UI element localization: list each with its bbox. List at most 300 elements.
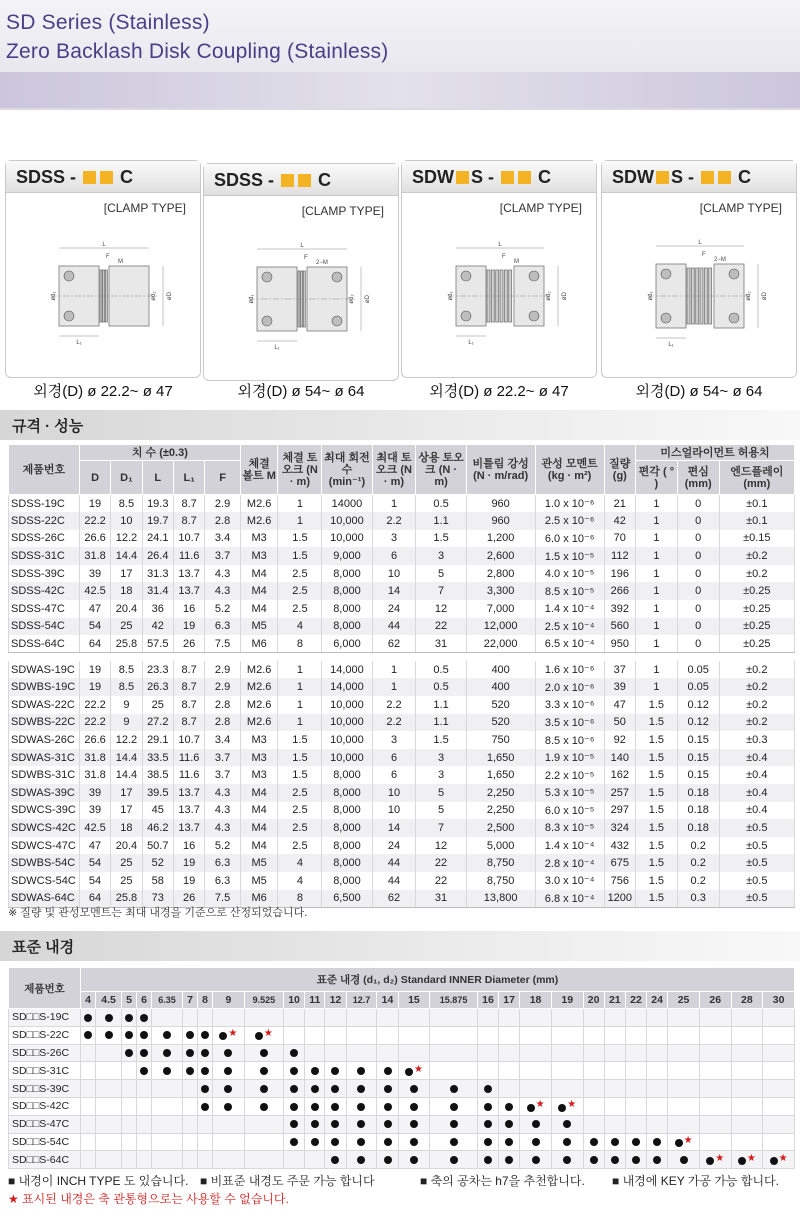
- available-dot-icon: [331, 1103, 339, 1111]
- spec-cell: 2.5 x 10⁻⁶: [535, 512, 604, 530]
- star-icon: ★: [567, 1099, 577, 1111]
- spec-cell: 8,000: [322, 802, 372, 820]
- bore-mark-cell: [137, 1044, 152, 1062]
- spec-cell: 1: [278, 696, 322, 714]
- spec-cell: 2.8: [205, 696, 241, 714]
- bore-mark-cell: [325, 1009, 346, 1027]
- bore-mark-cell: [647, 1115, 668, 1133]
- available-dot-icon: [611, 1138, 619, 1146]
- spec-cell: 37: [604, 661, 635, 679]
- spec-cell: 31.3: [142, 565, 173, 583]
- bore-mark-cell: [625, 1097, 646, 1115]
- spec-cell: 54: [79, 618, 110, 636]
- spec-cell: 73: [142, 890, 173, 908]
- bore-mark-cell: [213, 1062, 245, 1080]
- spec-cell: 36: [142, 600, 173, 618]
- card-tab: [402, 161, 596, 193]
- available-dot-icon: [163, 1031, 171, 1039]
- spec-model-cell: SDSS-47C: [9, 600, 80, 618]
- spec-cell: 3: [416, 547, 466, 565]
- available-dot-icon: [384, 1085, 392, 1093]
- coupling-drawing-icon: [602, 221, 798, 348]
- spec-cell: 2.8: [205, 512, 241, 530]
- spec-model-cell: SDWCS-39C: [9, 802, 80, 820]
- spec-cell: 0.05: [677, 661, 719, 679]
- spec-cell: 12: [416, 837, 466, 855]
- spec-cell: 1: [635, 495, 677, 513]
- available-dot-icon: [706, 1157, 714, 1165]
- col-torque: 체결 토오크 (N · m): [278, 445, 322, 495]
- bore-size-header: 28: [731, 992, 763, 1009]
- available-dot-icon: [290, 1103, 298, 1111]
- bore-mark-cell: [325, 1044, 346, 1062]
- spec-cell: 25: [111, 618, 142, 636]
- spec-section-title: 규격 · 성능: [12, 418, 84, 435]
- bore-mark-cell: [699, 1062, 731, 1080]
- model-code: [16, 167, 133, 188]
- spec-cell: 19.3: [142, 495, 173, 513]
- bore-mark-cell: [325, 1080, 346, 1098]
- bore-mark-cell: [346, 1097, 377, 1115]
- bore-mark-cell: [152, 1062, 183, 1080]
- bore-mark-cell: [499, 1133, 520, 1151]
- available-dot-icon: [738, 1157, 746, 1165]
- spec-cell: 5: [416, 784, 466, 802]
- spec-cell: 6: [372, 766, 416, 784]
- spec-cell: 20.4: [111, 837, 142, 855]
- spec-cell: M2.6: [240, 696, 278, 714]
- bore-mark-cell: [198, 1044, 213, 1062]
- bore-mark-cell: [198, 1115, 213, 1133]
- available-dot-icon: [405, 1068, 413, 1076]
- available-dot-icon: [311, 1138, 319, 1146]
- bore-size-header: 30: [763, 992, 795, 1009]
- spec-cell: 4.3: [205, 784, 241, 802]
- spec-cell: 7.5: [205, 890, 241, 908]
- spec-cell: 1.5: [635, 696, 677, 714]
- spec-cell: 8,000: [322, 854, 372, 872]
- bore-mark-cell: [283, 1044, 304, 1062]
- dim-d2: ød₂: [151, 291, 157, 301]
- spec-cell: 13.7: [173, 565, 204, 583]
- bore-mark-cell: [668, 1009, 700, 1027]
- spec-cell: 2.5: [278, 784, 322, 802]
- spec-cell: 6: [372, 749, 416, 767]
- spec-cell: M5: [240, 872, 278, 890]
- col-rated-torque: 상용 토오크 (N · m): [416, 445, 466, 495]
- star-note: ★ 표시된 내경은 축 관통형으로는 사용할 수 없습니다.: [8, 1192, 289, 1206]
- col-F: F: [205, 461, 241, 495]
- spec-cell: 44: [372, 854, 416, 872]
- spec-cell: 1.5: [278, 731, 322, 749]
- spec-cell: 19: [79, 495, 110, 513]
- spec-cell: 42: [142, 618, 173, 636]
- bore-mark-cell: [477, 1151, 498, 1169]
- spec-cell: 22: [416, 872, 466, 890]
- bore-size-header: 18: [520, 992, 552, 1009]
- bore-mark-cell: [346, 1026, 377, 1044]
- spec-cell: 45: [142, 802, 173, 820]
- model-code: [612, 167, 751, 188]
- available-dot-icon: [311, 1120, 319, 1128]
- bore-mark-cell: [122, 1097, 137, 1115]
- clamp-type-label: [CLAMP TYPE]: [103, 201, 186, 215]
- spec-cell: 26.3: [142, 678, 173, 696]
- spec-cell: ±0.3: [719, 731, 794, 749]
- bore-model-cell: SD□□S-26C: [9, 1044, 81, 1062]
- spec-cell: 2.9: [205, 495, 241, 513]
- spec-cell: ±0.25: [719, 635, 794, 653]
- dim-d2: ød₂: [746, 291, 752, 301]
- bore-mark-cell: [625, 1026, 646, 1044]
- bore-mark-cell: [699, 1115, 731, 1133]
- spec-cell: 1.5: [635, 837, 677, 855]
- bore-mark-cell: [604, 1097, 625, 1115]
- bore-mark-cell: [668, 1115, 700, 1133]
- spec-cell: 0: [677, 582, 719, 600]
- spec-cell: 2.0 x 10⁻⁶: [535, 678, 604, 696]
- spec-cell: 4.3: [205, 819, 241, 837]
- spec-model-cell: SDSS-42C: [9, 582, 80, 600]
- bore-mark-cell: [152, 1009, 183, 1027]
- spec-cell: 62: [372, 890, 416, 908]
- model-prefix: SDW: [412, 167, 454, 187]
- bore-mark-cell: [377, 1009, 398, 1027]
- model-prefix: SDSS -: [214, 170, 275, 190]
- dim-L1: L₁: [274, 345, 280, 351]
- bore-mark-cell: [604, 1044, 625, 1062]
- bore-mark-cell: [283, 1080, 304, 1098]
- spec-cell: 10,000: [322, 731, 372, 749]
- bore-size-header: 17: [499, 992, 520, 1009]
- spec-cell: 8.5: [111, 495, 142, 513]
- spec-cell: 0.18: [677, 784, 719, 802]
- spec-cell: 5.2: [205, 600, 241, 618]
- spec-cell: 1: [635, 530, 677, 548]
- spec-cell: 8.3 x 10⁻⁵: [535, 819, 604, 837]
- spec-cell: 10.7: [173, 731, 204, 749]
- bore-mark-cell: [325, 1133, 346, 1151]
- spec-cell: 0.2: [677, 854, 719, 872]
- spec-model-cell: SDSS-19C: [9, 495, 80, 513]
- spec-cell: ±0.2: [719, 696, 794, 714]
- spec-cell: 8.5 x 10⁻⁶: [535, 731, 604, 749]
- spec-cell: 1: [635, 547, 677, 565]
- bore-size-header: 12: [325, 992, 346, 1009]
- spec-cell: 14.4: [111, 766, 142, 784]
- star-icon: ★: [263, 1028, 273, 1040]
- bore-model-cell: SD□□S-19C: [9, 1009, 81, 1027]
- bore-mark-cell: [520, 1133, 552, 1151]
- col-max-torque: 최대 토오크 (N · m): [372, 445, 416, 495]
- spec-cell: 33.5: [142, 749, 173, 767]
- spec-cell: 25: [142, 696, 173, 714]
- spec-cell: 11.6: [173, 766, 204, 784]
- spec-cell: 5: [416, 802, 466, 820]
- bore-mark-cell: [499, 1044, 520, 1062]
- bore-mark-cell: [731, 1044, 763, 1062]
- spec-cell: 0.2: [677, 837, 719, 855]
- bore-size-header: 21: [604, 992, 625, 1009]
- spec-cell: 3.3 x 10⁻⁶: [535, 696, 604, 714]
- spec-cell: ±0.4: [719, 784, 794, 802]
- placeholder-square-icon: [298, 174, 311, 187]
- bore-mark-cell: [198, 1062, 213, 1080]
- spec-cell: 1: [635, 678, 677, 696]
- bore-mark-cell: [731, 1080, 763, 1098]
- bore-mark-cell: [346, 1044, 377, 1062]
- spec-cell: 2.8: [205, 714, 241, 732]
- bore-size-header: 22: [625, 992, 646, 1009]
- col-misalign-group: 미스얼라이먼트 허용치: [635, 445, 794, 461]
- spec-cell: 8.7: [173, 661, 204, 679]
- bore-mark-cell: [520, 1115, 552, 1133]
- bore-mark-cell: [96, 1080, 122, 1098]
- spec-cell: 92: [604, 731, 635, 749]
- spec-cell: 1.1: [416, 696, 466, 714]
- spec-cell: 0.5: [416, 678, 466, 696]
- bore-mark-cell: [499, 1080, 520, 1098]
- bore-mark-cell: [430, 1044, 478, 1062]
- spec-model-cell: SDWBS-19C: [9, 678, 80, 696]
- bore-size-header: 20: [583, 992, 604, 1009]
- bore-size-header: 15: [398, 992, 430, 1009]
- spec-cell: 26: [173, 890, 204, 908]
- bore-mark-cell: [604, 1133, 625, 1151]
- spec-cell: ±0.1: [719, 512, 794, 530]
- bore-mark-cell: [96, 1044, 122, 1062]
- bore-mark-cell: [551, 1062, 583, 1080]
- bore-mark-cell: [668, 1062, 700, 1080]
- spec-cell: 7: [416, 819, 466, 837]
- dim-F: F: [304, 255, 308, 261]
- spec-cell: 4.3: [205, 802, 241, 820]
- bore-size-header: 7: [183, 992, 198, 1009]
- bore-mark-cell: [647, 1009, 668, 1027]
- spec-cell: 0.15: [677, 749, 719, 767]
- spec-cell: 4.0 x 10⁻⁵: [535, 565, 604, 583]
- spec-cell: 3.7: [205, 766, 241, 784]
- bore-mark-cell: [398, 1080, 430, 1098]
- available-dot-icon: [484, 1120, 492, 1128]
- bore-mark-cell: [583, 1026, 604, 1044]
- spec-cell: 3: [416, 749, 466, 767]
- clamp-type-label: [CLAMP TYPE]: [499, 201, 582, 215]
- bore-mark-cell: [305, 1133, 325, 1151]
- bore-mark-cell: [477, 1080, 498, 1098]
- available-dot-icon: [290, 1049, 298, 1057]
- available-dot-icon: [331, 1156, 339, 1164]
- spec-cell: ±0.5: [719, 854, 794, 872]
- bore-size-header: 26: [699, 992, 731, 1009]
- bore-mark-cell: [152, 1151, 183, 1169]
- spec-cell: 6.5 x 10⁻⁴: [535, 635, 604, 653]
- spec-cell: 8: [278, 890, 322, 908]
- spec-cell: 2.5: [278, 819, 322, 837]
- star-icon: ★: [746, 1152, 756, 1164]
- spec-cell: 0: [677, 530, 719, 548]
- bore-mark-cell: [96, 1009, 122, 1027]
- bore-mark-cell: [731, 1026, 763, 1044]
- spec-cell: 9: [111, 714, 142, 732]
- available-dot-icon: [290, 1120, 298, 1128]
- spec-cell: 9,000: [322, 547, 372, 565]
- spec-cell: 2.5: [278, 837, 322, 855]
- bore-mark-cell: [81, 1133, 96, 1151]
- spec-cell: 14.4: [111, 749, 142, 767]
- spec-cell: 1.5: [635, 731, 677, 749]
- spec-cell: 50.7: [142, 837, 173, 855]
- spec-cell: 6.3: [205, 618, 241, 636]
- spec-cell: 18: [111, 582, 142, 600]
- bore-mark-cell: [647, 1133, 668, 1151]
- spec-cell: 756: [604, 872, 635, 890]
- spec-cell: 560: [604, 618, 635, 636]
- bore-mark-cell: [122, 1026, 137, 1044]
- bore-mark-cell: [244, 1080, 283, 1098]
- spec-model-cell: SDWBS-22C: [9, 714, 80, 732]
- bore-mark-cell: [551, 1115, 583, 1133]
- bore-mark-cell: [283, 1151, 304, 1169]
- spec-cell: ±0.5: [719, 837, 794, 855]
- spec-cell: 14: [372, 819, 416, 837]
- available-dot-icon: [357, 1067, 365, 1075]
- bore-mark-cell: [137, 1080, 152, 1098]
- spec-cell: 11.6: [173, 547, 204, 565]
- page-header: [0, 0, 800, 110]
- bore-mark-cell: [305, 1115, 325, 1133]
- available-dot-icon: [563, 1138, 571, 1146]
- spec-cell: 25.8: [111, 635, 142, 653]
- spec-cell: 19: [79, 678, 110, 696]
- bore-mark-cell: [213, 1009, 245, 1027]
- available-dot-icon: [331, 1138, 339, 1146]
- spec-row: [9, 565, 795, 583]
- spec-model-cell: SDSS-64C: [9, 635, 80, 653]
- bore-mark-cell: [96, 1026, 122, 1044]
- dim-M: 2−M: [714, 257, 726, 263]
- bore-mark-cell: [551, 1044, 583, 1062]
- spec-cell: 1.5: [635, 749, 677, 767]
- product-card: [5, 160, 201, 378]
- spec-cell: 5: [416, 565, 466, 583]
- spec-cell: 3.4: [205, 731, 241, 749]
- spec-cell: 25.8: [111, 890, 142, 908]
- spec-row: [9, 678, 795, 696]
- spec-cell: M3: [240, 749, 278, 767]
- bore-mark-cell: [213, 1044, 245, 1062]
- bore-mark-cell: [183, 1151, 198, 1169]
- available-dot-icon: [224, 1103, 232, 1111]
- available-dot-icon: [484, 1103, 492, 1111]
- spec-cell: 8,750: [466, 854, 535, 872]
- spec-cell: M2.6: [240, 495, 278, 513]
- available-dot-icon: [140, 1049, 148, 1057]
- bore-mark-cell: [499, 1026, 520, 1044]
- placeholder-square-icon: [281, 174, 294, 187]
- col-dims-group: 치 수 (±0.3): [79, 445, 240, 461]
- bore-mark-cell: [647, 1044, 668, 1062]
- spec-cell: ±0.15: [719, 530, 794, 548]
- spec-cell: M3: [240, 530, 278, 548]
- spec-cell: 42.5: [79, 582, 110, 600]
- available-dot-icon: [186, 1031, 194, 1039]
- spec-cell: 10,000: [322, 749, 372, 767]
- bore-mark-cell: [551, 1026, 583, 1044]
- bore-mark-cell: [198, 1151, 213, 1169]
- bore-mark-cell: [731, 1097, 763, 1115]
- spec-cell: 25: [111, 872, 142, 890]
- col-inertia: 관성 모멘트 (kg · m²): [535, 445, 604, 495]
- spec-cell: 2.8 x 10⁻⁴: [535, 854, 604, 872]
- bore-mark-cell: [398, 1044, 430, 1062]
- spec-table: [8, 444, 795, 908]
- bore-mark-cell: [346, 1009, 377, 1027]
- available-dot-icon: [484, 1138, 492, 1146]
- available-dot-icon: [201, 1049, 209, 1057]
- star-icon: ★: [535, 1099, 545, 1111]
- bore-mark-cell: [122, 1080, 137, 1098]
- available-dot-icon: [331, 1067, 339, 1075]
- available-dot-icon: [105, 1014, 113, 1022]
- model-suffix: C: [120, 167, 134, 187]
- spec-cell: 3.7: [205, 749, 241, 767]
- spec-cell: 10: [111, 512, 142, 530]
- spec-cell: 0: [677, 495, 719, 513]
- bore-mark-cell: [647, 1097, 668, 1115]
- spec-cell: 4.3: [205, 582, 241, 600]
- spec-row: [9, 530, 795, 548]
- spec-cell: 162: [604, 766, 635, 784]
- spec-cell: 13.7: [173, 819, 204, 837]
- spec-cell: 38.5: [142, 766, 173, 784]
- spec-cell: 1,200: [466, 530, 535, 548]
- spec-cell: 16: [173, 837, 204, 855]
- bore-size-header: 14: [377, 992, 398, 1009]
- bore-mark-cell: [699, 1151, 731, 1169]
- spec-cell: 1: [372, 661, 416, 679]
- spec-cell: 0.15: [677, 731, 719, 749]
- bore-mark-cell: [668, 1133, 700, 1151]
- bore-mark-cell: [583, 1062, 604, 1080]
- spec-cell: 22: [416, 618, 466, 636]
- bore-mark-cell: [183, 1062, 198, 1080]
- bore-mark-cell: [668, 1097, 700, 1115]
- bore-row: [9, 1026, 795, 1044]
- spec-cell: 19: [79, 661, 110, 679]
- spec-model-cell: SDWAS-19C: [9, 661, 80, 679]
- bore-mark-cell: [122, 1062, 137, 1080]
- spec-cell: 6: [372, 547, 416, 565]
- spec-cell: 8.7: [173, 678, 204, 696]
- bore-mark-cell: [398, 1009, 430, 1027]
- spec-cell: 10.7: [173, 530, 204, 548]
- product-card: [601, 160, 797, 378]
- col-L: L: [142, 461, 173, 495]
- spec-cell: 64: [79, 635, 110, 653]
- available-dot-icon: [532, 1138, 540, 1146]
- spec-cell: 1: [278, 678, 322, 696]
- available-dot-icon: [84, 1031, 92, 1039]
- coupling-drawing-icon: [6, 221, 202, 346]
- bore-mark-cell: [551, 1151, 583, 1169]
- bore-mark-cell: [430, 1080, 478, 1098]
- bore-mark-cell: [699, 1080, 731, 1098]
- bore-mark-cell: [137, 1097, 152, 1115]
- bore-size-header: 12.7: [346, 992, 377, 1009]
- spec-cell: 58: [142, 872, 173, 890]
- bore-mark-cell: [305, 1026, 325, 1044]
